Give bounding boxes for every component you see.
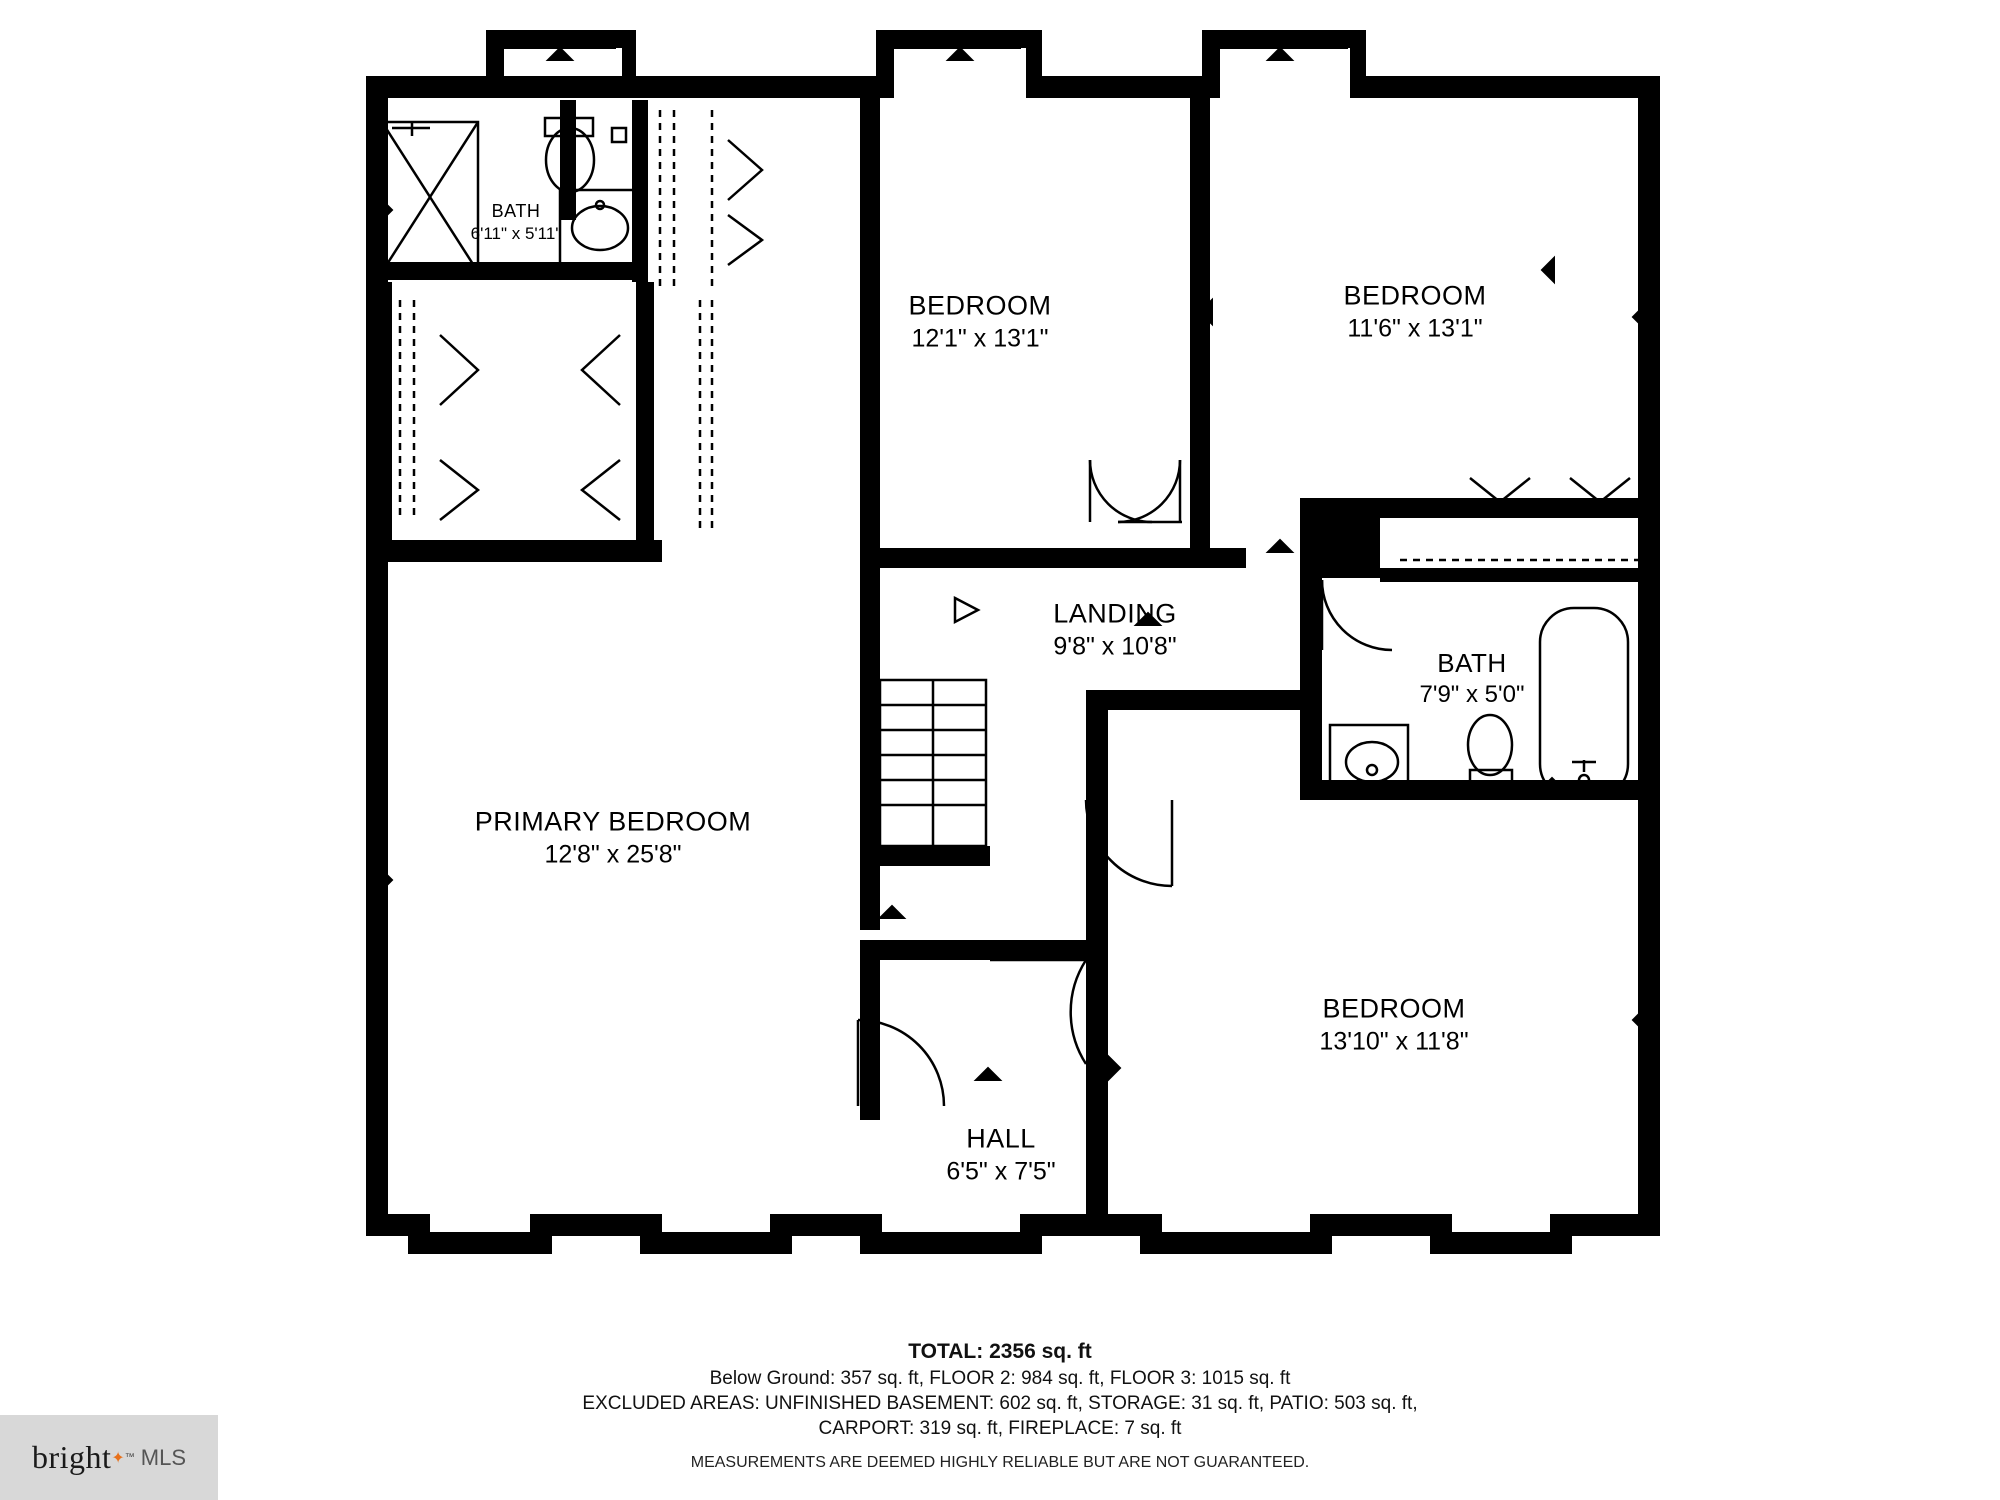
room-dimension: 6'5" x 7'5" xyxy=(946,1157,1056,1186)
area-summary-footer xyxy=(0,1340,2000,1472)
room-dimension: 11'6" x 13'1" xyxy=(1347,314,1483,343)
measurement-disclaimer: MEASUREMENTS ARE DEEMED HIGHLY RELIABLE BUT ARE NOT GUARANTEED. xyxy=(690,1454,1310,1471)
area-breakdown-line-1: Below Ground: 357 sq. ft, FLOOR 2: 984 sq. ft, FLOOR 3: 1015 sq. ft xyxy=(709,1368,1291,1389)
excluded-areas-line-1: EXCLUDED AREAS: UNFINISHED BASEMENT: 602 sq. ft, STORAGE: 31 sq. ft, PATIO: 503 sq. ft, xyxy=(582,1393,1418,1414)
room-label-bath-upper xyxy=(471,200,562,244)
bright-mls-logo xyxy=(0,1415,218,1500)
room-label-landing xyxy=(1053,598,1177,663)
room-dimension: 12'8" x 25'8" xyxy=(544,840,682,869)
brand-name: bright xyxy=(31,1439,112,1475)
room-label-bedroom-lower-right xyxy=(1319,993,1468,1058)
room-name: BATH xyxy=(491,201,541,222)
room-label-bedroom-top-middle xyxy=(908,290,1051,355)
room-name: BEDROOM xyxy=(908,290,1052,321)
excluded-areas-line-2: CARPORT: 319 sq. ft, FIREPLACE: 7 sq. ft xyxy=(818,1418,1182,1439)
room-name: LANDING xyxy=(1053,598,1177,629)
room-name: BEDROOM xyxy=(1343,280,1487,311)
room-name: PRIMARY BEDROOM xyxy=(474,806,752,837)
room-label-primary-bedroom xyxy=(475,806,752,871)
trademark-symbol: ™ xyxy=(124,1452,135,1463)
brand-dot-icon: ✦ xyxy=(111,1449,125,1467)
room-dimension: 9'8" x 10'8" xyxy=(1053,632,1177,661)
room-dimension: 13'10" x 11'8" xyxy=(1319,1027,1469,1056)
room-label-bedroom-top-right xyxy=(1343,280,1486,345)
room-name: BATH xyxy=(1437,647,1507,678)
room-label-hall xyxy=(946,1123,1055,1188)
total-area-text: TOTAL: 2356 sq. ft xyxy=(908,1340,1092,1363)
room-dimension: 7'9" x 5'0" xyxy=(1419,680,1525,708)
room-dimension: 12'1" x 13'1" xyxy=(911,324,1049,353)
brand-suffix: MLS xyxy=(140,1444,187,1470)
room-name: BEDROOM xyxy=(1322,993,1466,1024)
room-dimension: 6'11" x 5'11" xyxy=(470,223,562,243)
room-name: HALL xyxy=(966,1123,1036,1154)
room-label-bath-lower-right xyxy=(1420,647,1525,710)
